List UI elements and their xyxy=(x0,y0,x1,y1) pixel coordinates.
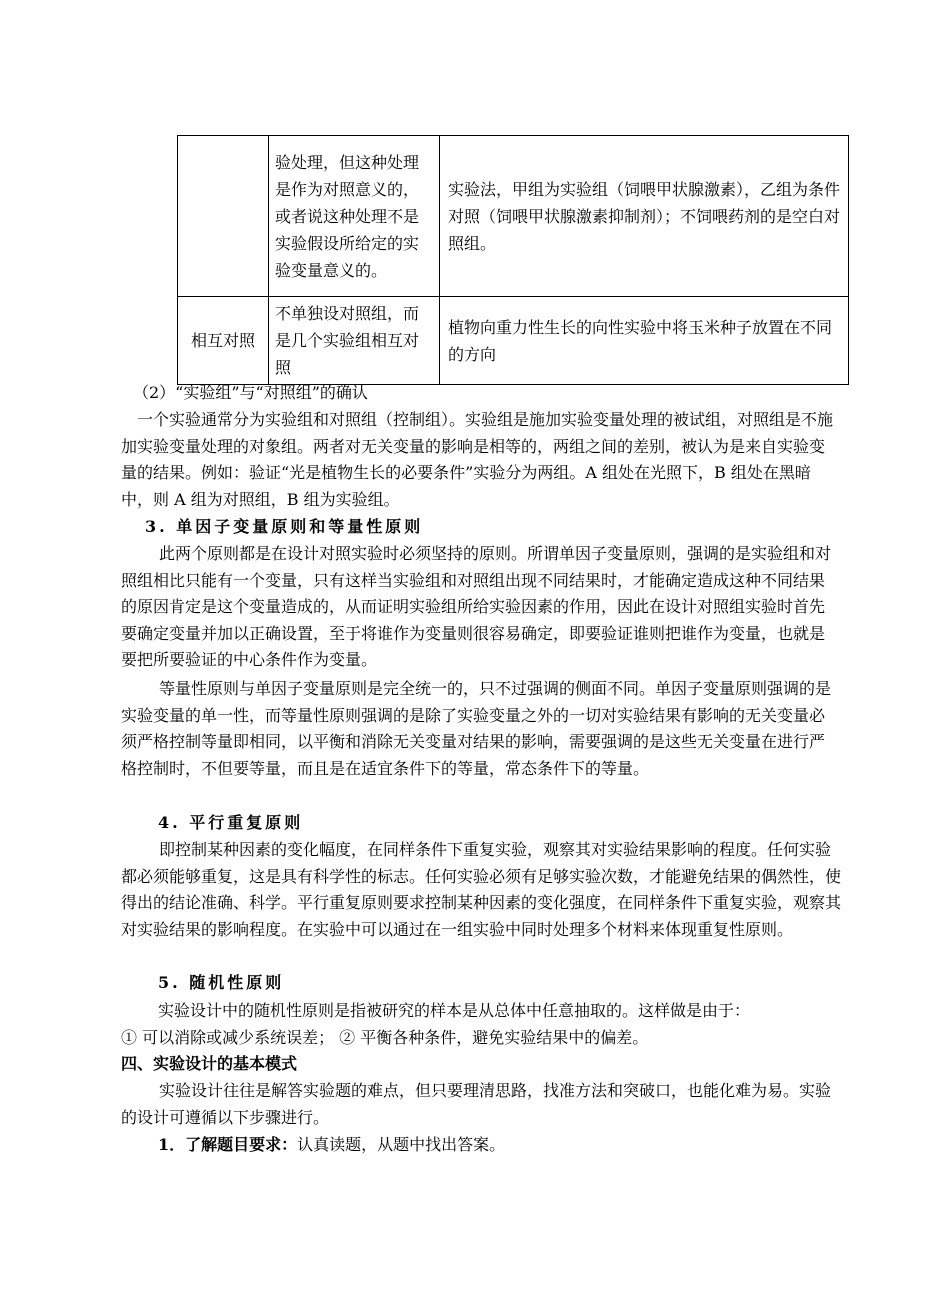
paragraph-equal-quantity: 等量性原则与单因子变量原则是完全统一的，只不过强调的侧面不同。单因子变量原则强调的是实验变量的单一性，而等量性原则强调的是除了实验变量之外的一切对实验结果有影响的无关变量必须严格控制等量即相同，以平衡和消除无关变量对结果的影响，需要强调的是这些无关变量在进行严格控制时，不但要等量，而且是在适宜条件下的等量，常态条件下的等量。 xyxy=(121,679,832,778)
section-heading-design-pattern: 四、实验设计的基本模式 xyxy=(121,1054,298,1073)
paragraph-design-pattern: 实验设计往往是解答实验题的难点，但只要理清思路，找准方法和突破口，也能化难为易。实验的设计可遵循以下步骤进行。 xyxy=(121,1081,832,1127)
paragraph-single-factor: 此两个原则都是在设计对照实验时必须坚持的原则。所谓单因子变量原则，强调的是实验组和对照组相比只能有一个变量，只有这样当实验组和对照组出现不同结果时，才能确定造成这种不同结果的原因肯定是这个变量造成的，从而证明实验组所给实验因素的作用，因此在设计对照组实验时首先要确定变量并加以正确设置，至于将谁作为变量则很容易确定，即要验证谁则把谁作为变量，也就是要把所要验证的中心条件作为变量。 xyxy=(121,544,832,669)
section-heading-single-factor: 3. 单因子变量原则和等量性原则 xyxy=(145,517,424,536)
control-types-table xyxy=(177,135,849,385)
paragraph-randomness: 实验设计中的随机性原则是指被研究的样本是从总体中任意抽取的。这样做是由于： xyxy=(158,1001,751,1020)
randomness-points: ① 可以消除或减少系统误差； ② 平衡各种条件，避免实验结果中的偏差。 xyxy=(121,1028,649,1047)
table-row xyxy=(178,136,849,297)
control-type-name: 相互对照 xyxy=(178,297,269,385)
section-heading-randomness: 5. 随机性原则 xyxy=(158,973,285,992)
control-type-example: 实验法，甲组为实验组（饲喂甲状腺激素），乙组为条件对照（饲喂甲状腺激素抑制剂）；不饲喂药剂的是空白对照组。 xyxy=(440,136,849,297)
step-1-text: 认真读题，从题中找出答案。 xyxy=(297,1135,506,1154)
paragraph-group-confirmation: 一个实验通常分为实验组和对照组（控制组）。实验组是施加实验变量处理的被试组，对照组是不施加实验变量处理的对象组。两者对无关变量的影响是相等的，两组之间的差别，被认为是来自实验变量的结果。例如：验证“光是植物生长的必要条件”实验分为两组。A 组处在光照下，B 组处在黑暗中，则 A 组为对照组，B 组为实验组。 xyxy=(121,410,834,509)
section-heading-group-confirmation: （2）“实验组”与“对照组”的确认 xyxy=(133,383,368,402)
control-type-name xyxy=(178,136,269,297)
paragraph-repetition: 即控制某种因素的变化幅度，在同样条件下重复实验，观察其对实验结果影响的程度。任何实验都必须能够重复，这是具有科学性的标志。任何实验必须有足够实验次数，才能避免结果的偶然性，使得出的结论准确、科学。平行重复原则要求控制某种因素的变化强度，在同样条件下重复实验，观察其对实验结果的影响程度。在实验中可以通过在一组实验中同时处理多个材料来体现重复性原则。 xyxy=(121,840,842,939)
control-type-definition: 验处理，但这种处理是作为对照意义的，或者说这种处理不是实验假设所给定的实验变量意义的。 xyxy=(269,136,440,297)
control-type-definition: 不单独设对照组，而是几个实验组相互对照 xyxy=(269,297,440,385)
control-type-example: 植物向重力性生长的向性实验中将玉米种子放置在不同的方向 xyxy=(440,297,849,385)
step-1 xyxy=(158,1132,505,1158)
section-heading-repetition: 4. 平行重复原则 xyxy=(158,813,304,832)
table-row xyxy=(178,297,849,385)
step-1-label: 1．了解题目要求： xyxy=(158,1135,298,1154)
